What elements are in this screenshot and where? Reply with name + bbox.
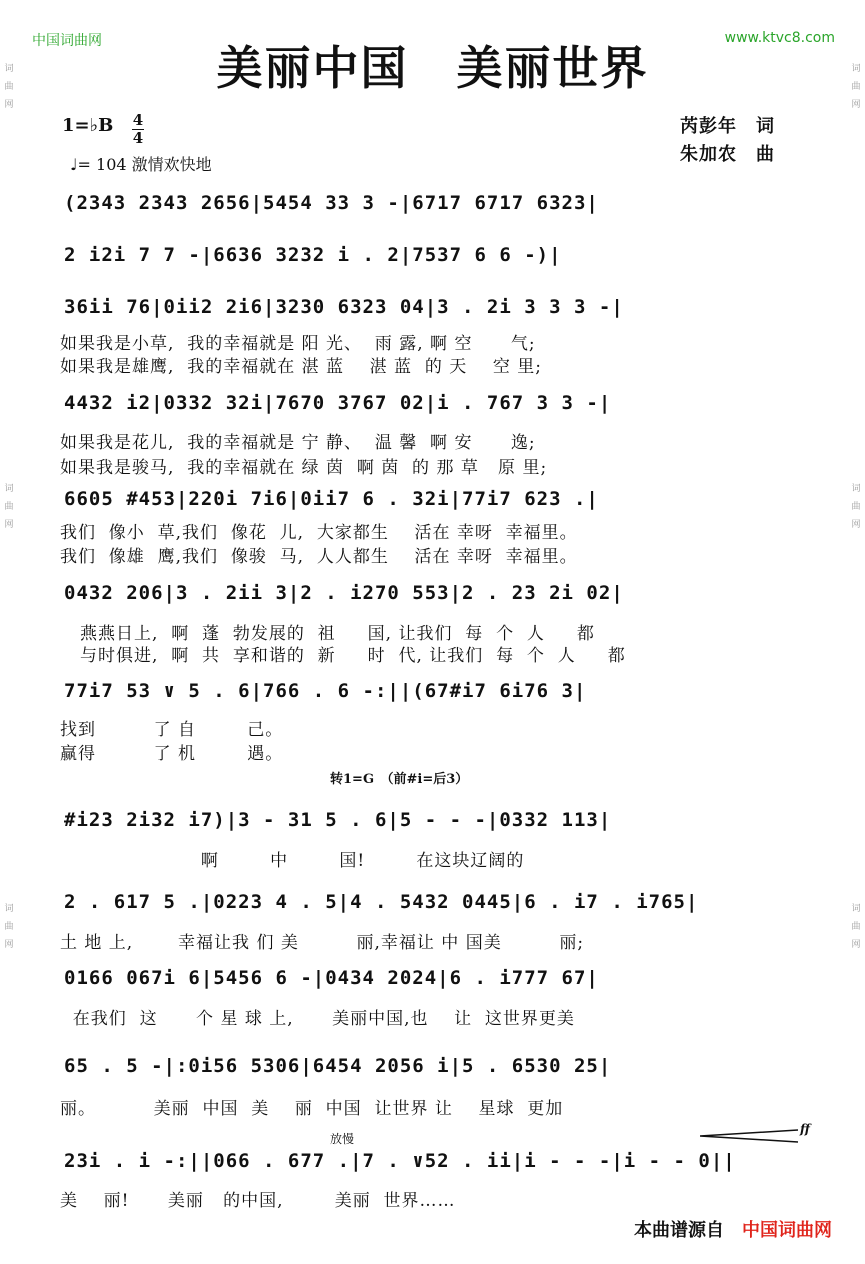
meter-bottom: 4: [132, 129, 144, 147]
lyric-line: 如果我是骏马, 我的幸福就在 绿 茵 啊 茵 的 那 草 原 里;: [60, 458, 548, 478]
lyric-line: 与时俱进, 啊 共 享和谐的 新 时 代, 让我们 每 个 人 都: [80, 646, 626, 666]
score-line-7: 77i7 53 ∨ 5 . 6|766 . 6 -:||(67#i7 6i76 3|: [64, 680, 587, 702]
lyric-line: 找到 了 自 己。: [60, 720, 284, 740]
side-watermark-left: 词曲网: [4, 484, 14, 530]
key-signature: 1=♭B: [62, 115, 114, 136]
side-watermark-right: 词曲网: [851, 64, 861, 110]
score-line-3: 36ii 76|0ii2 2i6|3230 6323 04|3 . 2i 3 3 3 -|: [64, 296, 624, 318]
site-watermark-right: www.ktvc8.com: [724, 30, 835, 46]
score-line-8: #i23 2i32 i7)|3 - 31 5 . 6|5 - - -|0332 113|: [64, 809, 612, 831]
dynamic-marking: ff: [800, 1122, 810, 1136]
score-line-5: 6605 #453|220i 7i6|0ii7 6 . 32i|77i7 623 .|: [64, 488, 599, 510]
lyric-line: 我们 像雄 鹰,我们 像骏 马, 人人都生 活在 幸呀 幸福里。: [60, 547, 578, 567]
meter-top: 4: [132, 111, 144, 129]
side-watermark-left: 词曲网: [4, 904, 14, 950]
site-watermark-left: 中国词曲网: [32, 33, 102, 49]
lyric-line: 燕燕日上, 啊 蓬 勃发展的 祖 国, 让我们 每 个 人 都: [80, 624, 595, 644]
lyric-line: 啊 中 国! 在这块辽阔的: [60, 851, 525, 871]
score-line-2: 2 i2i 7 7 -|6636 3232 i . 2|7537 6 6 -)|: [64, 244, 562, 266]
lyric-line: 如果我是小草, 我的幸福就是 阳 光、 雨 露, 啊 空 气;: [60, 334, 536, 354]
score-line-4: 4432 i2|0332 32i|7670 3767 02|i . 767 3 3 -|: [64, 392, 612, 414]
lyric-line: 赢得 了 机 遇。: [60, 744, 284, 764]
side-watermark-right: 词曲网: [851, 904, 861, 950]
lyricist-credit: 芮彭年 词: [680, 116, 775, 137]
score-line-11: 65 . 5 -|:0i56 5306|6454 2056 i|5 . 6530 25|: [64, 1055, 612, 1077]
side-watermark-left: 词曲网: [4, 64, 14, 110]
score-line-10: 0166 067i 6|5456 6 -|0434 2024|6 . i777 67|: [64, 967, 599, 989]
lyric-line: 我们 像小 草,我们 像花 儿, 大家都生 活在 幸呀 幸福里。: [60, 523, 578, 543]
footer-source-label: 本曲谱源自: [634, 1220, 724, 1241]
modulation-marking: 转1=G （前#i=后3）: [330, 772, 469, 787]
lyric-line: 如果我是花儿, 我的幸福就是 宁 静、 温 馨 啊 安 逸;: [60, 433, 536, 453]
lyric-line: 土 地 上, 幸福让我 们 美 丽,幸福让 中 国美 丽;: [60, 933, 585, 953]
lyric-line: 在我们 这 个 星 球 上, 美丽中国,也 让 这世界更美: [60, 1009, 575, 1029]
score-line-1: (2343 2343 2656|5454 33 3 -|6717 6717 6323|: [64, 192, 599, 214]
tempo-marking: ♩= 104 激情欢快地: [70, 155, 212, 174]
lyric-line: 丽。 美丽 中国 美 丽 中国 让世界 让 星球 更加: [60, 1099, 564, 1119]
score-line-9: 2 . 617 5 .|0223 4 . 5|4 . 5432 0445|6 . i7 . i765|: [64, 891, 699, 913]
song-title: 美丽中国 美丽世界: [216, 41, 649, 95]
score-line-6: 0432 206|3 . 2ii 3|2 . i270 553|2 . 23 2i 02|: [64, 582, 624, 604]
side-watermark-right: 词曲网: [851, 484, 861, 530]
lyric-line: 美 丽! 美丽 的中国, 美丽 世界……: [60, 1191, 456, 1211]
time-signature: [132, 112, 144, 146]
footer-source-site: 中国词曲网: [742, 1220, 832, 1241]
composer-credit: 朱加农 曲: [680, 144, 775, 165]
tempo-slow-marking: 放慢: [330, 1132, 355, 1146]
score-line-12: 23i . i -:||066 . 677 .|7 . ∨52 . ii|i - - -|i - - 0||: [64, 1150, 736, 1172]
crescendo-hairpin: [700, 1128, 800, 1147]
lyric-line: 如果我是雄鹰, 我的幸福就在 湛 蓝 湛 蓝 的 天 空 里;: [60, 357, 542, 377]
